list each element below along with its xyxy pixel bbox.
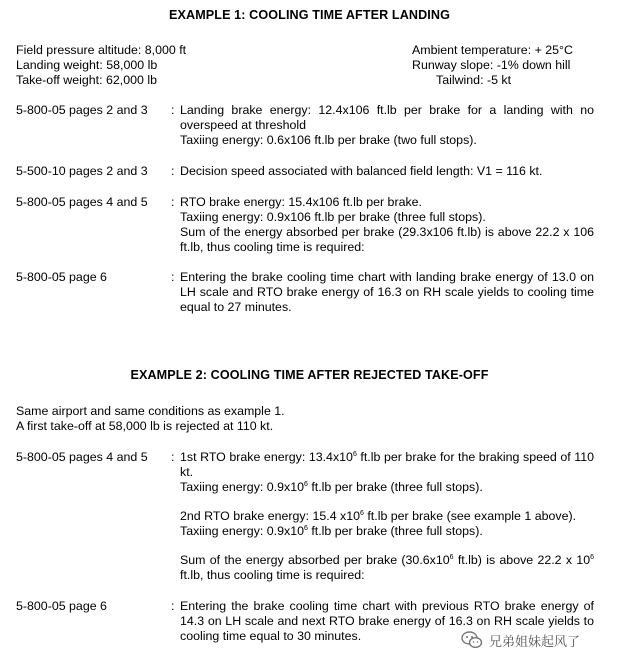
rto-brake-energy: RTO brake energy: 15.4x106 ft.lb per brake. bbox=[180, 195, 422, 209]
taxiing-energy: Taxiing energy: $0.9x10^6$ ft.lb per brake (three full stops). bbox=[180, 480, 483, 494]
example2-title: EXAMPLE 2: COOLING TIME AFTER REJECTED TAKE-OFF bbox=[130, 368, 489, 382]
ex1-step3-text bbox=[180, 195, 594, 255]
ex1-step1-colon: : bbox=[171, 103, 175, 117]
intro-same-airport: Same airport and same conditions as example 1. bbox=[16, 404, 285, 418]
cooling-time-result: Entering the brake cooling time chart with landing brake energy of 13.0 on LH scale and RTO brake energy of 16.3 on RH scale yields to cooling time equal to 27 minutes. bbox=[180, 270, 594, 314]
taxiing-energy-2: Taxiing energy: $0.9x10^6$ ft.lb per brake (three full stops). bbox=[180, 524, 483, 538]
takeoff-weight: Take-off weight: 62,000 lb bbox=[16, 73, 157, 87]
ex1-step1-text bbox=[180, 103, 594, 148]
ex1-step3-colon: : bbox=[171, 195, 175, 209]
ex1-step1-ref: 5-800-05 pages 2 and 3 bbox=[16, 103, 148, 117]
field-pressure-altitude: Field pressure altitude: 8,000 ft bbox=[16, 43, 187, 57]
taxiing-energy: Taxiing energy: 0.6x106 ft.lb per brake (two full stops). bbox=[180, 133, 477, 147]
energy-sum: Sum of the energy absorbed per brake (29.3x106 ft.lb) is above 22.2 x 106 ft.lb, thus cooling time is required: bbox=[180, 225, 594, 254]
first-rto-brake-energy: 1st RTO brake energy: $13.4x10^6$ ft.lb per brake for the braking speed of 110 kt. bbox=[180, 450, 594, 479]
ex1-step2-text bbox=[180, 164, 594, 179]
decision-speed: Decision speed associated with balanced field length: V1 = 116 kt. bbox=[180, 164, 543, 178]
landing-weight: Landing weight: 58,000 lb bbox=[16, 58, 158, 72]
ex1-step3-ref: 5-800-05 pages 4 and 5 bbox=[16, 195, 148, 209]
ex1-step4-colon: : bbox=[171, 270, 175, 284]
tailwind: Tailwind: -5 kt bbox=[436, 73, 512, 87]
landing-brake-energy: Landing brake energy: 12.4x106 ft.lb per brake for a landing with no overspeed at threshold bbox=[180, 103, 594, 132]
second-rto-brake-energy: 2nd RTO brake energy: 15.4 $x10^6$ ft.lb per brake (see example 1 above). bbox=[180, 509, 577, 523]
ambient-temperature: Ambient temperature: + 25°C bbox=[412, 43, 573, 57]
ex1-step4-text bbox=[180, 270, 594, 315]
ex1-step2-colon: : bbox=[171, 164, 175, 178]
ex2-step2-colon: : bbox=[171, 599, 175, 613]
ex2-step1-text bbox=[180, 450, 594, 583]
ex1-step2-ref: 5-500-10 pages 2 and 3 bbox=[16, 164, 148, 178]
ex2-step1-colon: : bbox=[171, 450, 175, 464]
ex1-step4-ref: 5-800-05 page 6 bbox=[16, 270, 107, 284]
runway-slope: Runway slope: -1% down hill bbox=[412, 58, 571, 72]
watermark-text: 兄弟姐妹起风了 bbox=[489, 633, 581, 649]
cooling-time-result: Entering the brake cooling time chart with previous RTO brake energy of 14.3 on LH scale and next RTO brake energy of 16.3 on RH scale yields to cooling time equal to 30 minutes. bbox=[180, 599, 594, 643]
ex2-step1-ref: 5-800-05 pages 4 and 5 bbox=[16, 450, 148, 464]
wechat-logo-icon bbox=[460, 628, 484, 652]
watermark bbox=[460, 625, 618, 655]
intro-first-takeoff: A first take-off at 58,000 lb is rejected at 110 kt. bbox=[16, 419, 274, 433]
taxiing-energy: Taxiing energy: 0.9x106 ft.lb per brake (three full stops). bbox=[180, 210, 486, 224]
ex2-step2-ref: 5-800-05 page 6 bbox=[16, 599, 107, 613]
example1-title: EXAMPLE 1: COOLING TIME AFTER LANDING bbox=[169, 8, 450, 22]
energy-sum: Sum of the energy absorbed per brake ($30.6x10^6$ ft.lb) is above 22.2 x $10^6$ ft.lb, thus cooling time is required: bbox=[180, 553, 594, 582]
